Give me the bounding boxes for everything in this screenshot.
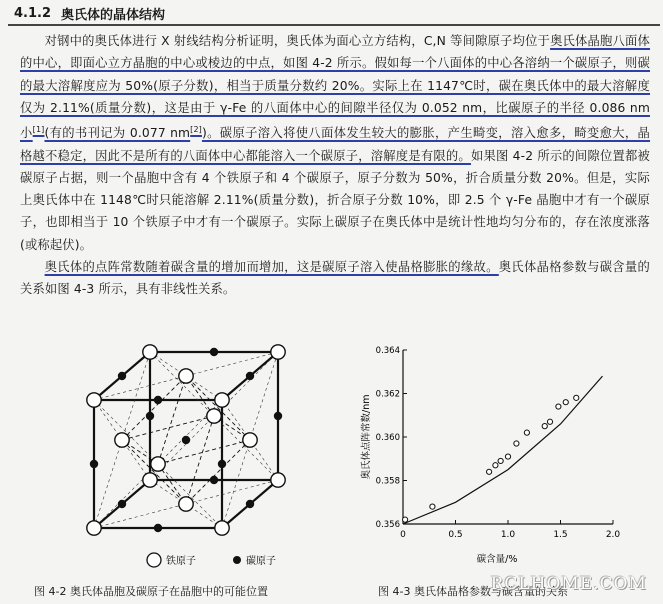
carbon-atom — [118, 500, 126, 508]
x-tick-label: 0.5 — [448, 530, 463, 540]
underlined-text: 奥氏体的点阵常数随着碳含量的增加而增加，这是碳原子溶入使晶格膨胀的缘故。 — [44, 260, 499, 275]
x-tick-label: 1.0 — [500, 530, 516, 540]
carbon-atom — [146, 412, 154, 420]
octahedron-edge — [158, 376, 186, 464]
carbon-atom — [246, 372, 254, 380]
figure-4-2-caption: 图 4-2 奥氏体晶胞及碳原子在晶胞中的可能位置 — [34, 585, 268, 598]
underlined-text: )。碳原子溶入将使八面体发生较大的膨胀，产生畸变，溶入愈多，畸变愈大，晶格越不稳定，因此不是所有的八面体中心都能溶入一个碳原子，溶解度是有限的。 — [20, 126, 651, 163]
iron-atom — [179, 497, 193, 511]
figure-4-2-crystal-cell — [60, 338, 310, 570]
figure-4-3-chart — [355, 336, 625, 568]
x-tick-label: 1.5 — [553, 530, 568, 540]
paragraph-text: 奥氏体晶格参数与碳含量的关系如图 4-3 所示，具有非线性关系。 — [20, 260, 650, 297]
fit-curve — [403, 376, 603, 524]
iron-atom — [87, 521, 101, 535]
data-point — [430, 504, 435, 509]
legend-iron-label: 铁原子 — [166, 556, 196, 567]
octahedron-edge — [186, 416, 214, 504]
y-tick-label: 0.360 — [375, 433, 400, 443]
iron-atom — [271, 473, 285, 487]
data-point — [487, 469, 492, 474]
underlined-text: 奥氏体晶胞八面体的中心，即面心立方晶胞的中心或棱边的中点，如图 4-2 所示。 — [20, 34, 650, 71]
data-point — [498, 458, 503, 463]
y-tick-label: 0.356 — [375, 520, 400, 530]
carbon-atom — [274, 412, 282, 420]
iron-atom — [243, 433, 257, 447]
legend-carbon-icon — [233, 556, 241, 564]
iron-atom — [271, 345, 285, 359]
iron-atom — [115, 433, 129, 447]
carbon-atom — [210, 348, 218, 356]
data-point — [542, 424, 547, 429]
octahedron-edge — [158, 440, 250, 464]
x-tick-label: 0 — [400, 530, 406, 540]
octahedron-edge — [122, 416, 214, 440]
iron-atom — [215, 393, 229, 407]
carbon-atom — [154, 524, 162, 532]
y-tick-label: 0.358 — [375, 476, 400, 487]
legend-carbon-label: 碳原子 — [246, 556, 276, 567]
x-axis-label: 碳含量/% — [476, 554, 518, 565]
y-tick-label: 0.362 — [375, 389, 400, 400]
heading-rule — [8, 24, 660, 26]
octahedron-edge — [186, 440, 250, 504]
carbon-atom — [210, 476, 218, 484]
iron-atom — [179, 369, 193, 383]
iron-atom — [87, 393, 101, 407]
underlined-text: 假如每一个八面体的中心各溶纳一个碳原子，则碳的最大溶解度应为 50%(原子分数)，相当于质量分数约 20%。实际上在 1147℃时，碳在奥氏体中的最大溶解度仅为 2.11%(质量分数)，这是由于 γ-Fe 的八面体中心的间隙半径仅为 0.052 nm，比碳原子的半径 0.086 nm 小 — [20, 56, 650, 141]
data-point — [563, 400, 568, 405]
citation-ref: [2] — [190, 125, 202, 135]
carbon-atom — [182, 436, 190, 444]
y-axis-label: 奥氏体点阵常数/nm — [361, 394, 372, 480]
data-point — [574, 395, 579, 400]
octahedron-edge — [122, 376, 186, 440]
watermark: RCLHOME.COM — [490, 574, 647, 594]
iron-atom — [143, 473, 157, 487]
data-point — [556, 404, 561, 409]
x-tick-label: 2.0 — [605, 530, 621, 540]
section-heading — [14, 2, 165, 24]
data-point — [514, 441, 519, 446]
figure-4-3-caption: 图 4-3 奥氏体晶格参数与碳含量的关系 — [378, 585, 568, 598]
paragraph-text: 对钢中的奥氏体进行 X 射线结构分析证明，奥氏体为面心立方结构，C,N 等间隙原子均位于 — [44, 34, 551, 48]
citation-ref: [1] — [32, 125, 45, 135]
iron-atom — [151, 457, 165, 471]
y-tick-label: 0.364 — [375, 346, 400, 356]
carbon-atom — [246, 500, 254, 508]
legend-iron-icon — [147, 553, 161, 567]
iron-atom — [215, 521, 229, 535]
data-point — [524, 430, 529, 435]
body-text — [20, 30, 650, 301]
underlined-text: (有的书刊记为 0.077 nm — [44, 126, 191, 141]
carbon-atom — [118, 372, 126, 380]
carbon-atom — [90, 460, 98, 468]
data-point — [493, 463, 498, 468]
data-point — [547, 419, 552, 424]
carbon-atom — [218, 460, 226, 468]
section-title: 奥氏体的晶体结构 — [61, 7, 166, 23]
iron-atom — [143, 345, 157, 359]
paragraph — [20, 30, 650, 256]
data-point — [505, 454, 510, 459]
paragraph — [20, 256, 650, 301]
data-point — [403, 517, 408, 522]
paragraph-text: 如果图 4-2 所示的间隙位置都被碳原子占据，则一个晶胞中含有 4 个铁原子和 4 个碳原子，原子分数为 50%，折合质量分数 20%。但是，实际上奥氏体中在 1148℃时只能溶解 2.11%(质量分数)，折合原子分数 10%，即 2.5 个 γ-Fe 晶胞中才有一个碳原子，也即相当于 10 个铁原子中才有一个碳原子。实际上碳原子在奥氏体中是统计性地均匀分布的，存在浓度涨落(或称起伏)。 — [20, 148, 651, 252]
carbon-atom — [154, 396, 162, 404]
iron-atom — [207, 409, 221, 423]
section-number: 4.1.2 — [14, 5, 52, 21]
